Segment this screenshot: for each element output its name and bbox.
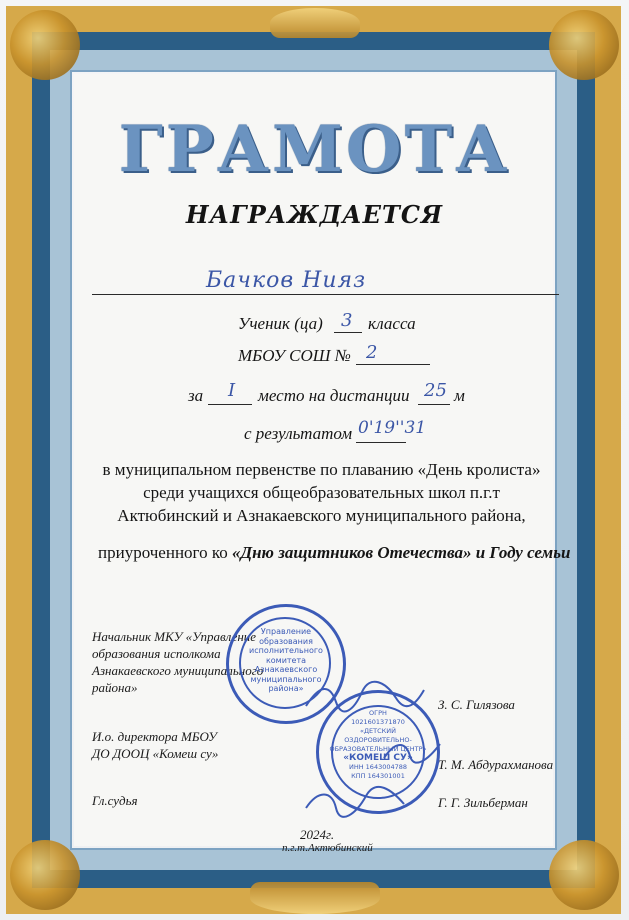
stamp-1-line-2: образования	[259, 636, 313, 646]
grade-blank	[334, 332, 362, 333]
signatory-1-line-4: района»	[92, 680, 138, 695]
stamp-1-line-7: района»	[268, 684, 304, 693]
distance-value: 25	[424, 380, 447, 401]
corner-ornament-icon	[549, 10, 619, 80]
certificate-title: ГРАМОТА	[118, 112, 511, 187]
name-underline	[92, 294, 559, 295]
place-blank	[208, 404, 252, 405]
school-blank	[356, 364, 430, 365]
body-line-4	[98, 541, 571, 564]
body-line-4-bold: «Дню защитников Отечества» и Году семьи	[232, 543, 571, 562]
class-word: класса	[368, 314, 416, 333]
result-value: 0'19''31	[358, 418, 427, 438]
corner-ornament-icon	[10, 10, 80, 80]
pupil-grade: 3	[341, 310, 353, 331]
distance-blank	[418, 404, 450, 405]
signatory-1-line-3: Азнакаевского муниципального	[92, 663, 264, 678]
stamp-1-line-5: Азнакаевского	[254, 665, 318, 674]
corner-ornament-icon	[549, 840, 619, 910]
certificate-subtitle: НАГРАЖДАЕТСЯ	[185, 200, 444, 229]
top-ornament-icon	[270, 8, 360, 38]
stamp-2-line-6: «КОМЕШ СУ»	[343, 753, 413, 763]
signatory-2-name: Т. М. Абдурахманова	[438, 757, 554, 772]
signatory-2-line-2: ДО ДООЦ «Комеш су»	[92, 746, 219, 761]
signature-3-icon	[300, 784, 410, 818]
corner-ornament-icon	[10, 840, 80, 910]
stamp-2-line-2: 1021601371870	[351, 718, 405, 726]
signatory-2-title	[92, 728, 218, 762]
school-label: МБОУ СОШ №	[238, 346, 351, 365]
stamp-1-line-1: Управление	[260, 627, 312, 636]
stamp-2-line-1: ОГРН	[369, 709, 387, 717]
stamp-1-line-4: комитета	[265, 655, 307, 665]
body-line-4-prefix: приуроченного ко	[98, 543, 232, 562]
stamp-2-line-5: ОБРАЗОВАТЕЛЬНЫЙ ЦЕНТР»	[329, 745, 427, 753]
result-blank	[356, 442, 406, 443]
body-line-1: в муниципальном первенстве по плаванию «День кролиста»	[102, 460, 541, 479]
signatory-2-line-1: И.о. директора МБОУ	[92, 729, 217, 744]
stamp-1-line-6: муниципального	[250, 674, 322, 684]
signatory-1-line-1: Начальник МКУ «Управление	[92, 629, 257, 644]
for-label: за	[188, 386, 204, 405]
stamp-2-line-4: ОЗДОРОВИТЕЛЬНО-	[344, 736, 412, 744]
stamp-2-line-8: КПП 164301001	[351, 772, 405, 780]
distance-unit: м	[454, 386, 465, 405]
recipient-name: Бачков Нияз	[206, 268, 367, 293]
signature-1-icon	[300, 676, 430, 716]
signatory-1-name: З. С. Гилязова	[438, 697, 515, 712]
signatory-3-title: Гл.судья	[92, 793, 138, 808]
signature-2-icon	[380, 736, 450, 766]
bottom-ornament-icon	[250, 882, 380, 914]
place-value: I	[228, 380, 236, 401]
stamp-2-line-7: ИНН 1643004788	[348, 763, 408, 771]
school-number: 2	[366, 342, 378, 363]
award-description	[98, 458, 571, 564]
issue-place: п.г.т.Актюбинский	[282, 842, 373, 854]
stamp-2-line-3: «ДЕТСКИЙ	[359, 727, 396, 735]
body-line-2: среди учащихся общеобразовательных школ п.г.т	[143, 483, 500, 502]
stamp-1-line-3: исполнительного	[249, 646, 323, 655]
pupil-label: Ученик (ца)	[238, 314, 323, 333]
body-line-3: Актюбинский и Азнакаевского муниципального района,	[117, 506, 526, 525]
signatory-1-line-2: образования исполкома	[92, 646, 221, 661]
signatory-3-name: Г. Г. Зильберман	[438, 795, 528, 810]
issue-year: 2024г.	[300, 827, 335, 842]
result-label: с результатом	[244, 424, 353, 443]
place-text: место на дистанции	[258, 386, 410, 405]
